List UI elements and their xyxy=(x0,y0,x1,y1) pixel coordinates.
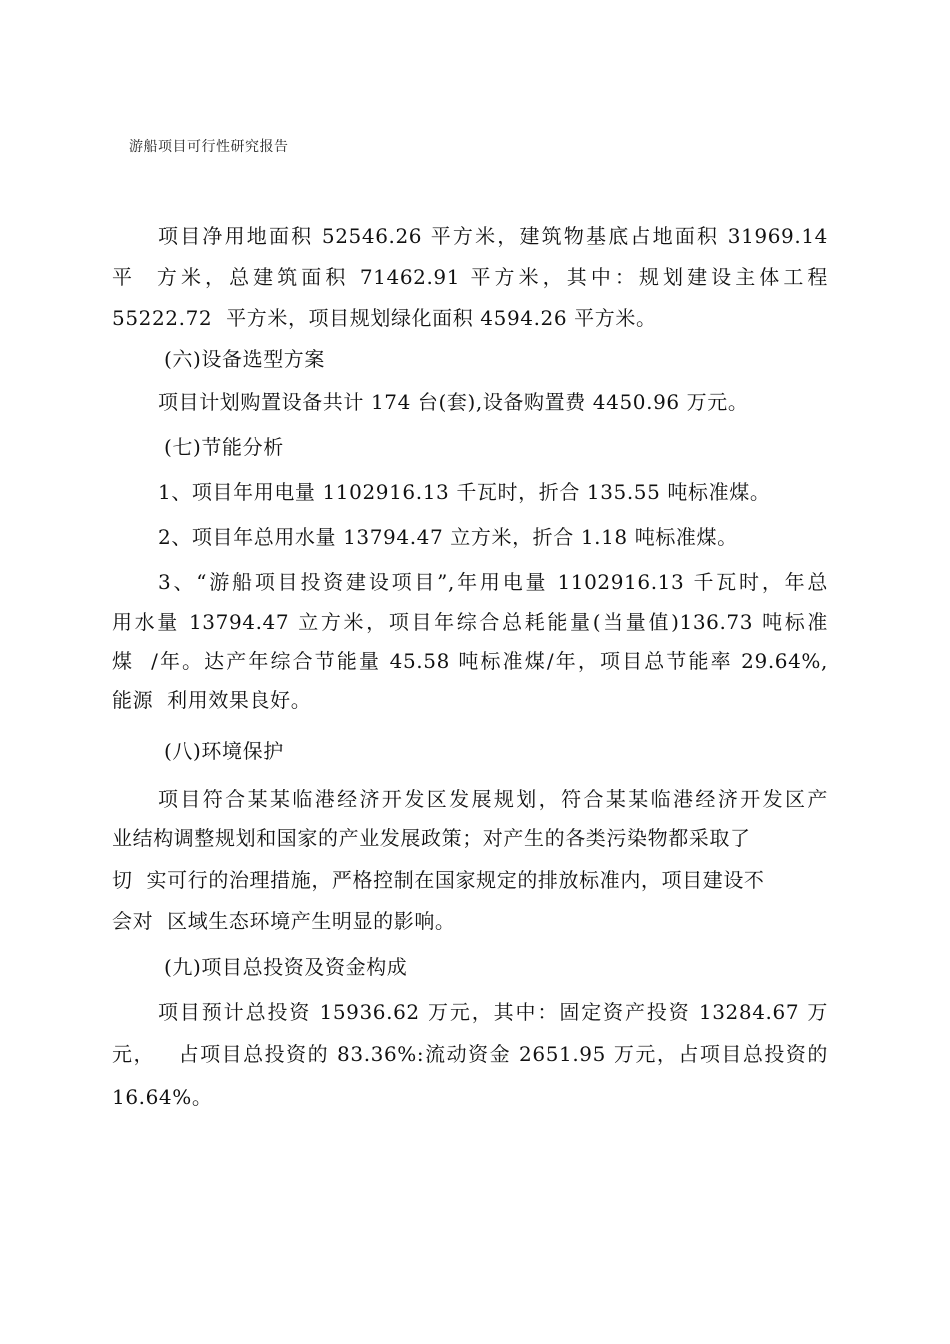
section-heading-investment: (九)项目总投资及资金构成 xyxy=(164,955,408,979)
land-paragraph-line-2: 平 方米，总建筑面积 71462.91 平方米，其中：规划建设主体工程 xyxy=(112,265,828,289)
section-heading-environment: (八)环境保护 xyxy=(164,739,284,763)
energy-item-1: 1、项目年用电量 1102916.13 千瓦时，折合 135.55 吨标准煤。 xyxy=(158,480,771,504)
investment-paragraph-line-1: 项目预计总投资 15936.62 万元，其中：固定资产投资 13284.67 万 xyxy=(158,1000,828,1024)
energy-item-3-line-3: 煤 /年。达产年综合节能量 45.58 吨标准煤/年，项目总节能率 29.64%, xyxy=(112,649,828,673)
environment-paragraph-line-3: 切 实可行的治理措施，严格控制在国家规定的排放标准内，项目建设不 xyxy=(112,868,765,892)
section-heading-equipment: (六)设备选型方案 xyxy=(164,347,326,371)
land-paragraph-line-3: 55222.72 平方米，项目规划绿化面积 4594.26 平方米。 xyxy=(112,306,657,330)
environment-paragraph-line-4: 会对 区域生态环境产生明显的影响。 xyxy=(112,909,456,933)
investment-paragraph-line-2: 元， 占项目总投资的 83.36%:流动资金 2651.95 万元，占项目总投资的 xyxy=(112,1042,828,1066)
energy-item-3-line-1: 3、“游船项目投资建设项目”,年用电量 1102916.13 千瓦时，年总 xyxy=(158,570,828,594)
energy-item-3-line-4: 能源 利用效果良好。 xyxy=(112,688,312,712)
energy-item-3-line-2: 用水量 13794.47 立方米，项目年综合总耗能量(当量值)136.73 吨标准 xyxy=(112,610,828,634)
document-header: 游船项目可行性研究报告 xyxy=(129,139,289,155)
energy-item-2: 2、项目年总用水量 13794.47 立方米，折合 1.18 吨标准煤。 xyxy=(158,525,738,549)
environment-paragraph-line-2: 业结构调整规划和国家的产业发展政策；对产生的各类污染物都采取了 xyxy=(112,826,751,850)
land-paragraph-line-1: 项目净用地面积 52546.26 平方米，建筑物基底占地面积 31969.14 xyxy=(158,224,828,248)
environment-paragraph-line-1: 项目符合某某临港经济开发区发展规划，符合某某临港经济开发区产 xyxy=(158,787,828,811)
equipment-paragraph: 项目计划购置设备共计 174 台(套),设备购置费 4450.96 万元。 xyxy=(158,390,749,414)
section-heading-energy: (七)节能分析 xyxy=(164,435,284,459)
investment-paragraph-line-3: 16.64%。 xyxy=(112,1085,213,1109)
